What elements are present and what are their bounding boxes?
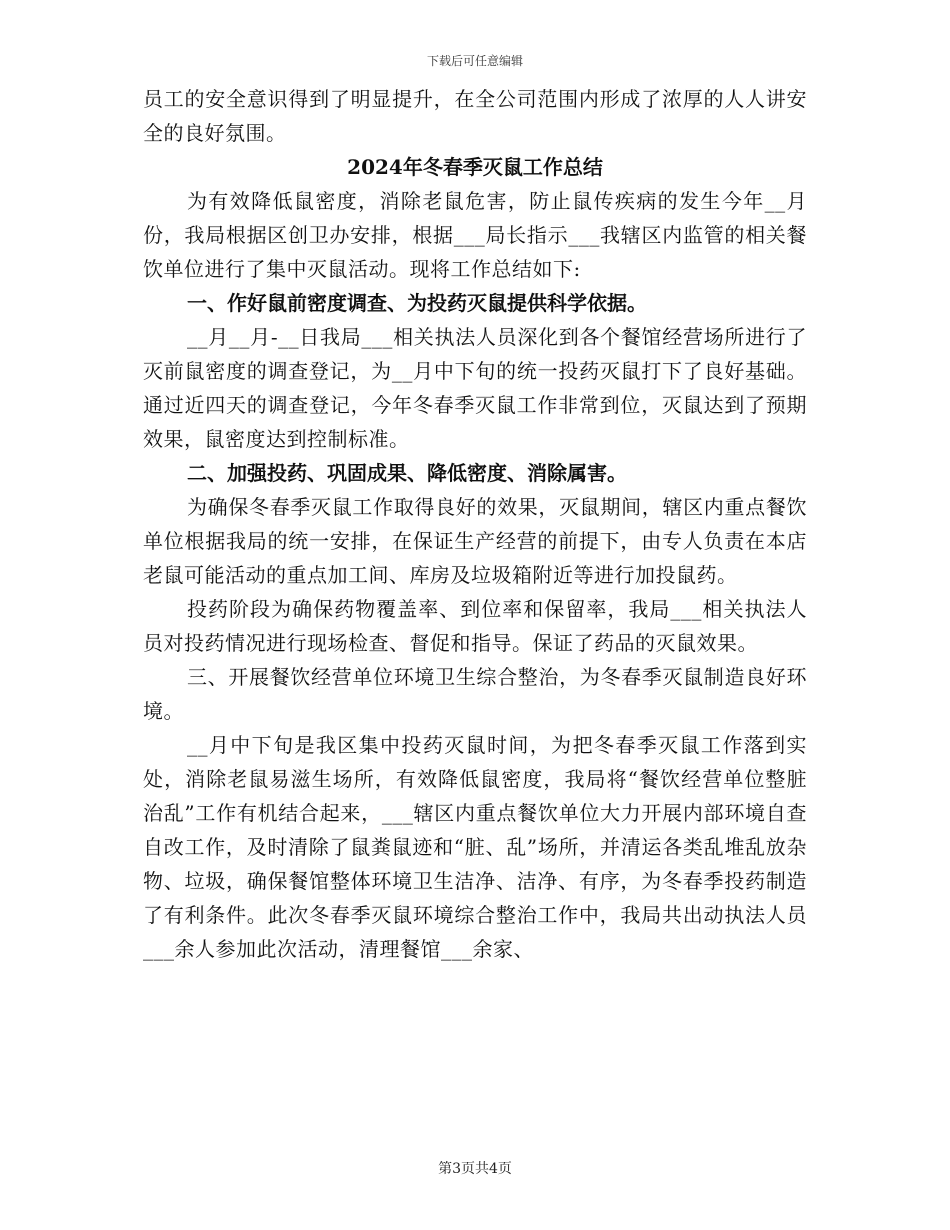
paragraph-continuation: 员工的安全意识得到了明显提升，在全公司范围内形成了浓厚的人人讲安全的良好氛围。 xyxy=(143,87,807,145)
section-heading-3: 三、开展餐饮经营单位环境卫生综合整治，为冬春季灭鼠制造良好环境。 xyxy=(143,665,807,723)
paragraph-intro: 为有效降低鼠密度，消除老鼠危害，防止鼠传疾病的发生今年__月份，我局根据区创卫办安排，根据___局长指示___我辖区内监管的相关餐饮单位进行了集中灭鼠活动。现将工作总结如下: xyxy=(143,189,807,281)
paragraph-environment: __月中下旬是我区集中投药灭鼠时间，为把冬春季灭鼠工作落到实处，消除老鼠易滋生场所，有效降低鼠密度，我局将“餐饮经营单位整脏治乱”工作有机结合起来，___辖区内重点餐饮单位大力开展内部环境自查自改工作，及时清除了鼠粪鼠迹和“脏、乱”场所，并清运各类乱堆乱放杂物、垃圾，确保餐馆整体环境卫生洁净、洁净、有序，为冬春季投药制造了有利条件。此次冬春季灭鼠环境综合整治工作中，我局共出动执法人员___余人参加此次活动，清理餐馆___余家、 xyxy=(143,733,807,961)
paragraph-inspection: 投药阶段为确保药物覆盖率、到位率和保留率，我局___相关执法人员对投药情况进行现场检查、督促和指导。保证了药品的灭鼠效果。 xyxy=(143,597,807,655)
page-number: 第3页共4页 xyxy=(438,1161,512,1177)
document-title: 2024年冬春季灭鼠工作总结 xyxy=(347,155,603,179)
document-body xyxy=(143,82,807,966)
section-heading-1: 一、作好鼠前密度调查、为投药灭鼠提供科学依据。 xyxy=(187,291,647,315)
page-header-note: 下载后可任意编辑 xyxy=(426,54,523,68)
paragraph-baiting: 为确保冬春季灭鼠工作取得良好的效果，灭鼠期间，辖区内重点餐饮单位根据我局的统一安排，在保证生产经营的前提下，由专人负责在本店老鼠可能活动的重点加工间、库房及垃圾箱附近等进行加投鼠药。 xyxy=(143,495,807,587)
paragraph-survey: __月__月-__日我局___相关执法人员深化到各个餐馆经营场所进行了灭前鼠密度的调查登记，为__月中下旬的统一投药灭鼠打下了良好基础。通过近四天的调查登记，今年冬春季灭鼠工作非常到位，灭鼠达到了预期效果，鼠密度达到控制标准。 xyxy=(143,325,807,451)
section-heading-2: 二、加强投药、巩固成果、降低密度、消除属害。 xyxy=(187,461,627,485)
